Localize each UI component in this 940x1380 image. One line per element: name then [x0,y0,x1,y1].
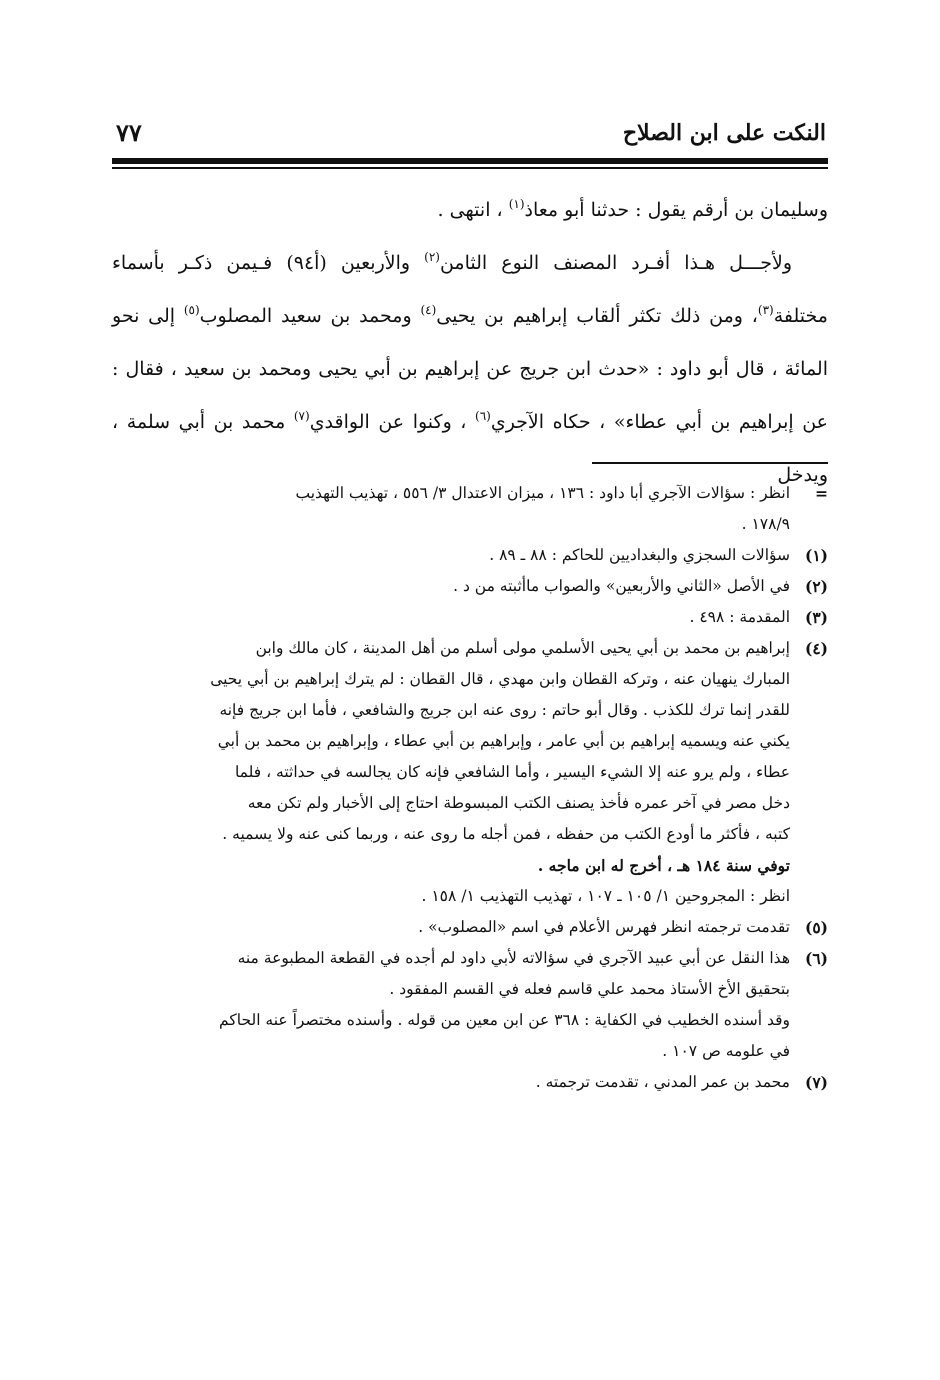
footnote-ref-6: (٦) [475,409,491,423]
footnote-ref-4: (٤) [420,303,437,317]
footnote-ref-7: (٧) [293,409,310,423]
footnote-5 [112,912,828,943]
footnote-line: في علومه ص ١٠٧ . [662,1042,790,1060]
text-run: ، وكنوا عن الواقدي [309,411,475,433]
paragraph-1 [112,184,828,237]
footnote-line: توفي سنة ١٨٤ هـ ، أخرج له ابن ماجه . [537,856,790,875]
footnote-ref-1: (١) [508,197,525,211]
footnote-ref-3: (٣) [757,303,774,317]
footnote-line: انظر : المجروحين ١/ ١٠٥ ـ ١٠٧ ، تهذيب التهذيب ١/ ١٥٨ . [421,887,790,905]
footnote-ref-2: (٢) [424,250,440,264]
footnotes [112,478,828,1098]
footnote-text: محمد بن عمر المدني ، تقدمت ترجمته . [535,1073,790,1091]
footnote-marker: (٧) [804,1073,828,1092]
footnote-4 [112,633,828,912]
footnote-line: انظر : سؤالات الآجري أبا داود : ١٣٦ ، ميزان الاعتدال ٣/ ٥٥٦ ، تهذيب التهذيب [295,484,790,502]
footnote-marker: (١) [804,546,828,565]
footnote-2 [112,571,828,602]
running-header [112,108,826,156]
main-text [112,184,828,502]
footnote-line: بتحقيق الأخ الأستاذ محمد علي قاسم فعله في القسم المفقود . [389,980,790,998]
header-title: النكت على ابن الصلاح [622,120,826,146]
footnote-separator [592,462,828,464]
text-run: ، ومن ذلك تكثر ألقاب إبراهيم بن يحيى [436,305,758,327]
footnote-7 [112,1067,828,1098]
footnote-line: إبراهيم بن محمد بن أبي يحيى الأسلمي مولى أسلم من أهل المدينة ، كان مالك وابن [255,639,790,657]
footnote-text: سؤالات السجزي والبغداديين للحاكم : ٨٨ ـ ٨٩ . [489,546,790,564]
footnote-line: عطاء ، ولم يرو عنه إلا الشيء اليسير ، وأما الشافعي فإنه كان يجالسه في حداثته ، فلما [234,763,790,781]
text-run: والأربعين (أ٩٤) فـيمن ذكـر بأسماء مختلفة [112,252,828,327]
footnote-text: تقدمت ترجمته انظر فهرس الأعلام في اسم «المصلوب» . [418,918,790,936]
header-rule-thin [112,167,828,169]
text-run: ومحمد بن سعيد المصلوب [199,305,421,327]
footnote-continued [112,478,828,540]
footnote-line: هذا النقل عن أبي عبيد الآجري في سؤالاته لأبي داود لم أجده في القطعة المطبوعة منه [237,949,790,967]
page-number: ٧٧ [116,118,142,147]
text-run: ولأجـــل هـذا أفـرد المصنف النوع الثامن [439,252,792,274]
footnote-marker: (٣) [804,608,828,627]
footnote-marker: (٥) [804,918,828,937]
footnote-marker: (٦) [804,949,828,968]
footnote-3 [112,602,828,633]
footnote-line: دخل مصر في آخر عمره فأخذ يصنف الكتب المبسوطة احتاج إلى الأخبار ولم تكن معه [247,794,790,812]
footnote-marker: = [815,484,828,503]
footnote-text: المقدمة : ٤٩٨ . [689,608,790,626]
footnote-text [112,478,790,540]
text-run: وسليمان بن أرقم يقول : حدثنا أبو معاذ [524,199,828,221]
footnote-6 [112,943,828,1067]
footnote-ref-5: (٥) [183,303,200,317]
footnote-marker: (٢) [804,577,828,596]
footnote-line: للقدر إنما ترك للكذب . وقال أبو حاتم : روى عنه ابن جريج والشافعي ، فأما ابن جريج فإنه [219,701,790,719]
text-run: محمد بن أبي سلمة ، ويدخل [112,411,828,486]
footnote-line: يكني عنه ويسميه إبراهيم بن أبي عامر ، وإبراهيم بن أبي عطاء ، وإبراهيم بن محمد بن أبي [217,732,790,750]
footnote-text [112,943,790,1067]
text-run: إلى نحو المائة ، قال أبو داود : «حدث ابن جريج عن إبراهيم بن أبي يحيى ومحمد بن سعيد ، فقال : عن إبراهيم بن أبي عطاء» ، حكاه الآجري [112,305,829,433]
footnote-line: وقد أسنده الخطيب في الكفاية : ٣٦٨ عن ابن معين من قوله . وأسنده مختصراً عنه الحاكم [219,1011,790,1029]
text-run: ، انتهى . [437,199,509,221]
footnote-text: في الأصل «الثاني والأربعين» والصواب ماأثبته من د . [453,577,790,595]
footnote-marker: (٤) [804,639,828,658]
footnote-line: المبارك ينهيان عنه ، وتركه القطان وابن مهدي ، قال القطان : لم يترك إبراهيم بن أبي يحيى [210,670,790,688]
footnote-line: كتبه ، فأكثر ما أودع الكتب من حفظه ، فمن أجله ما روى عنه ، وربما كنى عنه ولا يسميه . [222,825,790,843]
footnote-1 [112,540,828,571]
header-rule-thick [112,158,828,164]
footnote-text [112,633,790,912]
footnote-line: ١٧٨/٩ . [741,515,790,533]
